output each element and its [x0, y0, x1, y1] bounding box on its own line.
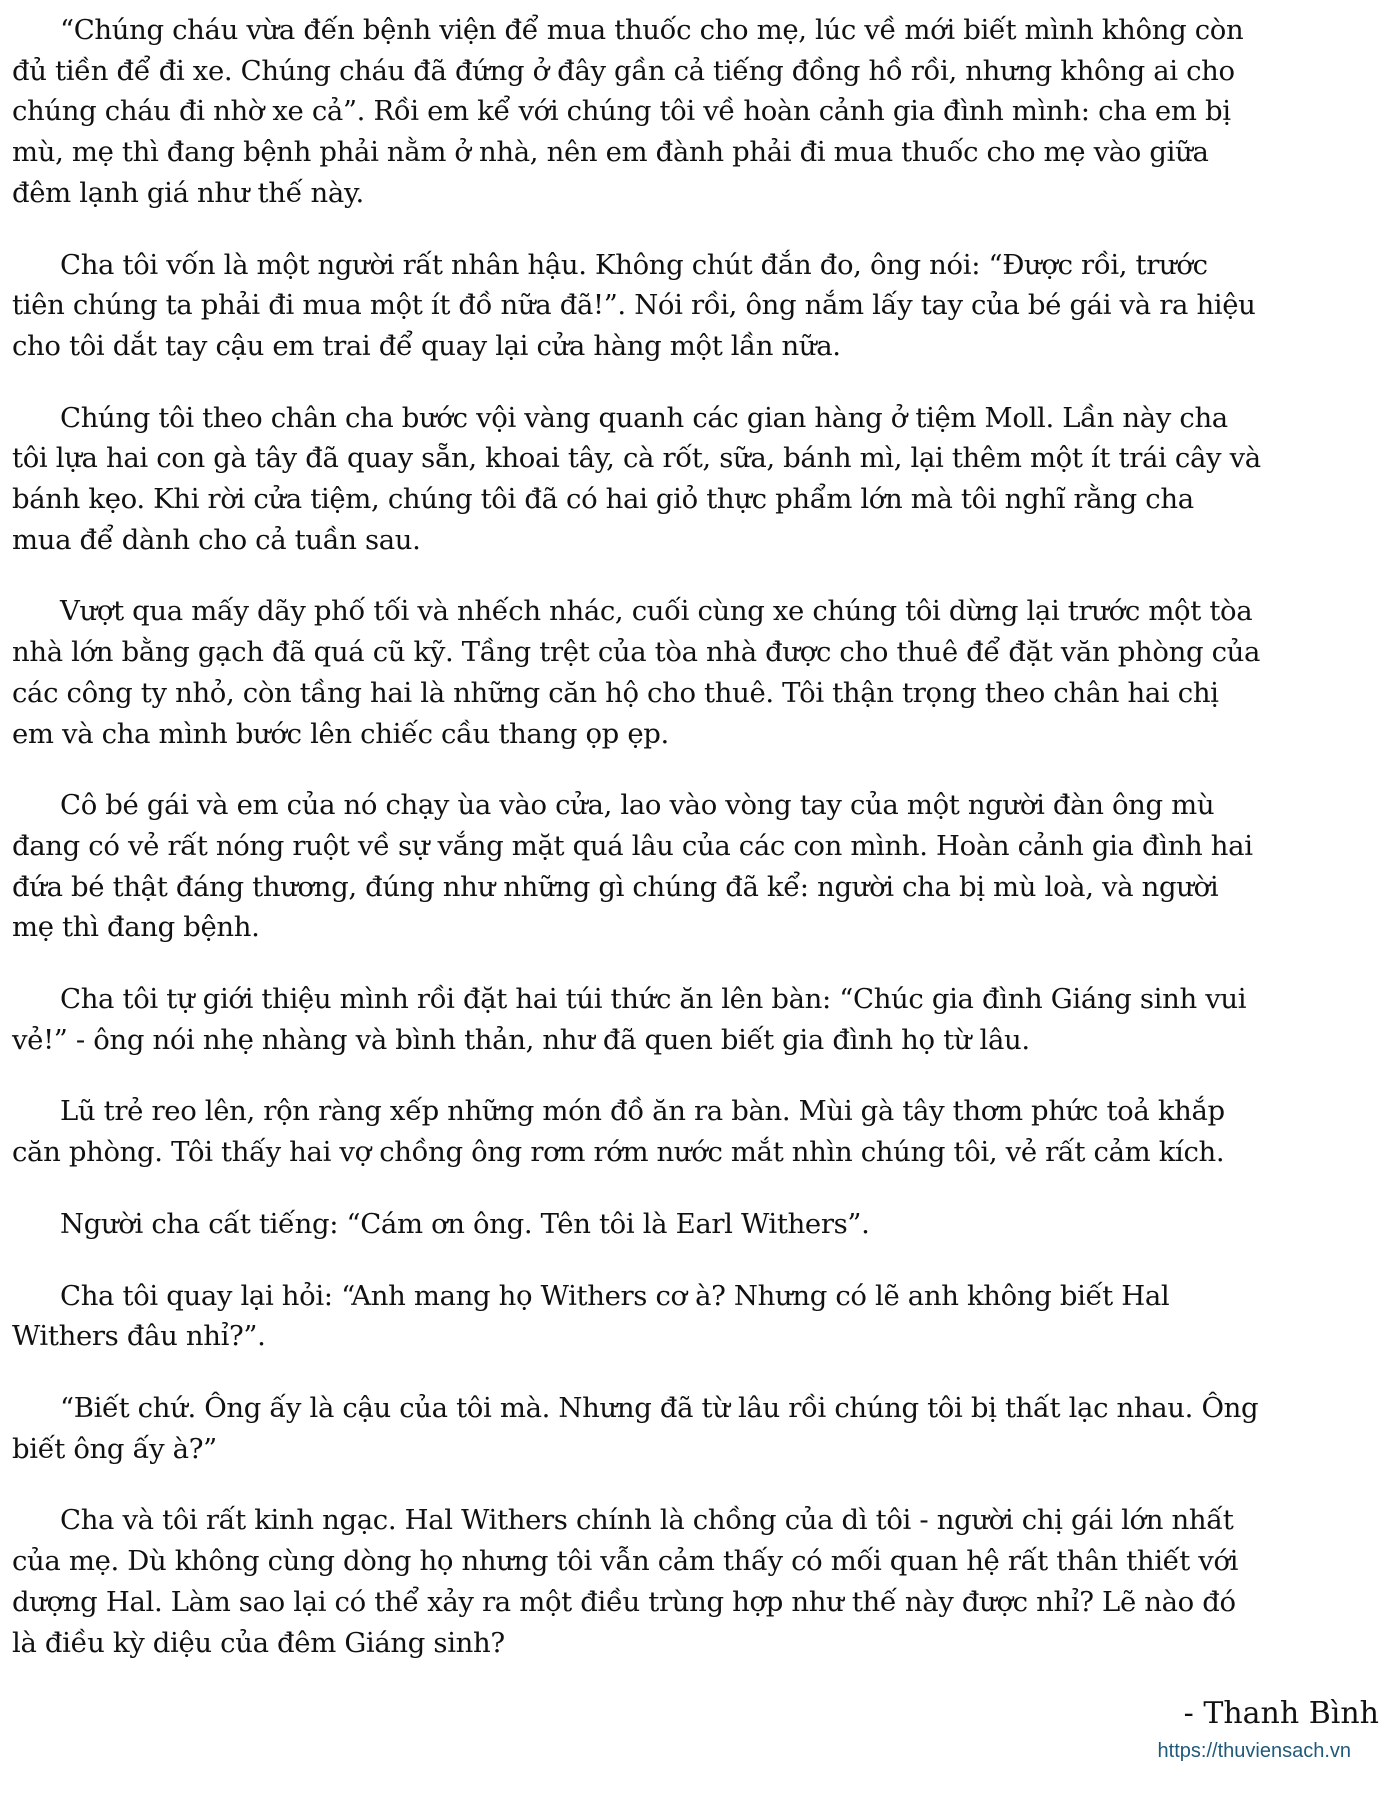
- text-line: mù, mẹ thì đang bệnh phải nằm ở nhà, nên em đành phải đi mua thuốc cho mẹ vào giữa: [12, 136, 1209, 169]
- text-line: Người cha cất tiếng: “Cám ơn ông. Tên tôi là Earl Withers”.: [60, 1207, 870, 1240]
- text-line: vẻ!” - ông nói nhẹ nhàng và bình thản, như đã quen biết gia đình họ từ lâu.: [12, 1023, 1030, 1056]
- text-line: mẹ thì đang bệnh.: [12, 911, 260, 944]
- text-line: em và cha mình bước lên chiếc cầu thang ọp ẹp.: [12, 717, 669, 750]
- text-line: bánh kẹo. Khi rời cửa tiệm, chúng tôi đã có hai giỏ thực phẩm lớn mà tôi nghĩ rằng cha: [12, 483, 1194, 516]
- text-line: “Chúng cháu vừa đến bệnh viện để mua thuốc cho mẹ, lúc về mới biết mình không còn: [60, 14, 1244, 46]
- paragraph: [12, 979, 1382, 1060]
- paragraph: [12, 1276, 1382, 1357]
- text-line: căn phòng. Tôi thấy hai vợ chồng ông rơm rớm nước mắt nhìn chúng tôi, vẻ rất cảm kích.: [12, 1136, 1225, 1169]
- text-line: của mẹ. Dù không cùng dòng họ nhưng tôi vẫn cảm thấy có mối quan hệ rất thân thiết với: [12, 1545, 1239, 1578]
- text-line: biết ông ấy à?”: [12, 1432, 217, 1465]
- paragraph: [12, 591, 1382, 754]
- text-line: Withers đâu nhỉ?”.: [12, 1320, 266, 1353]
- text-line: Cha và tôi rất kinh ngạc. Hal Withers chính là chồng của dì tôi - người chị gái lớn nhất: [60, 1504, 1234, 1537]
- source-link[interactable]: https://thuviensach.vn: [1157, 1740, 1351, 1762]
- text-line: Cha tôi quay lại hỏi: “Anh mang họ Withers cơ à? Nhưng có lẽ anh không biết Hal: [60, 1279, 1170, 1312]
- text-line: cho tôi dắt tay cậu em trai để quay lại cửa hàng một lần nữa.: [12, 329, 841, 362]
- document-body: [12, 10, 1382, 1694]
- text-line: đang có vẻ rất nóng ruột về sự vắng mặt quá lâu của các con mình. Hoàn cảnh gia đình hai: [12, 829, 1253, 862]
- text-line: tiên chúng ta phải đi mua một ít đồ nữa đã!”. Nói rồi, ông nắm lấy tay của bé gái và ra hiệu: [12, 289, 1256, 322]
- text-line: Chúng tôi theo chân cha bước vội vàng quanh các gian hàng ở tiệm Moll. Lần này cha: [60, 401, 1228, 434]
- text-line: chúng cháu đi nhờ xe cả”. Rồi em kể với chúng tôi về hoàn cảnh gia đình mình: cha em bị: [12, 95, 1231, 128]
- text-line: Vượt qua mấy dãy phố tối và nhếch nhác, cuối cùng xe chúng tôi dừng lại trước một tòa: [60, 595, 1253, 628]
- text-line: nhà lớn bằng gạch đã quá cũ kỹ. Tầng trệt của tòa nhà được cho thuê để đặt văn phòng của: [12, 636, 1261, 669]
- text-line: Cha tôi vốn là một người rất nhân hậu. Không chút đắn đo, ông nói: “Được rồi, trước: [60, 248, 1208, 281]
- text-line: Lũ trẻ reo lên, rộn ràng xếp những món đồ ăn ra bàn. Mùi gà tây thơm phức toả khắp: [60, 1095, 1225, 1128]
- paragraph: [12, 1388, 1382, 1469]
- paragraph: [12, 1500, 1382, 1663]
- text-line: đêm lạnh giá như thế này.: [12, 176, 364, 209]
- paragraph: [12, 1091, 1382, 1172]
- text-line: đủ tiền để đi xe. Chúng cháu đã đứng ở đây gần cả tiếng đồng hồ rồi, nhưng không ai cho: [12, 54, 1235, 87]
- paragraph: [12, 398, 1382, 561]
- text-line: Cha tôi tự giới thiệu mình rồi đặt hai túi thức ăn lên bàn: “Chúc gia đình Giáng sinh vui: [60, 983, 1247, 1016]
- text-line: “Biết chứ. Ông ấy là cậu của tôi mà. Nhưng đã từ lâu rồi chúng tôi bị thất lạc nhau. Ông: [60, 1391, 1259, 1424]
- text-line: là điều kỳ diệu của đêm Giáng sinh?: [12, 1626, 505, 1659]
- text-line: tôi lựa hai con gà tây đã quay sẵn, khoai tây, cà rốt, sữa, bánh mì, lại thêm một ít trái cây và: [12, 442, 1261, 475]
- text-line: đứa bé thật đáng thương, đúng như những gì chúng đã kể: người cha bị mù loà, và người: [12, 870, 1219, 903]
- paragraph: [12, 1204, 1382, 1245]
- text-line: các công ty nhỏ, còn tầng hai là những căn hộ cho thuê. Tôi thận trọng theo chân hai chị: [12, 676, 1219, 709]
- paragraph: [12, 10, 1382, 214]
- author-signature: - Thanh Bình: [1183, 1696, 1379, 1731]
- text-line: dượng Hal. Làm sao lại có thể xảy ra một điều trùng hợp như thế này được nhỉ? Lẽ nào đó: [12, 1585, 1236, 1618]
- paragraph: [12, 245, 1382, 367]
- text-line: Cô bé gái và em của nó chạy ùa vào cửa, lao vào vòng tay của một người đàn ông mù: [60, 789, 1215, 822]
- text-line: mua để dành cho cả tuần sau.: [12, 523, 421, 556]
- paragraph: [12, 785, 1382, 948]
